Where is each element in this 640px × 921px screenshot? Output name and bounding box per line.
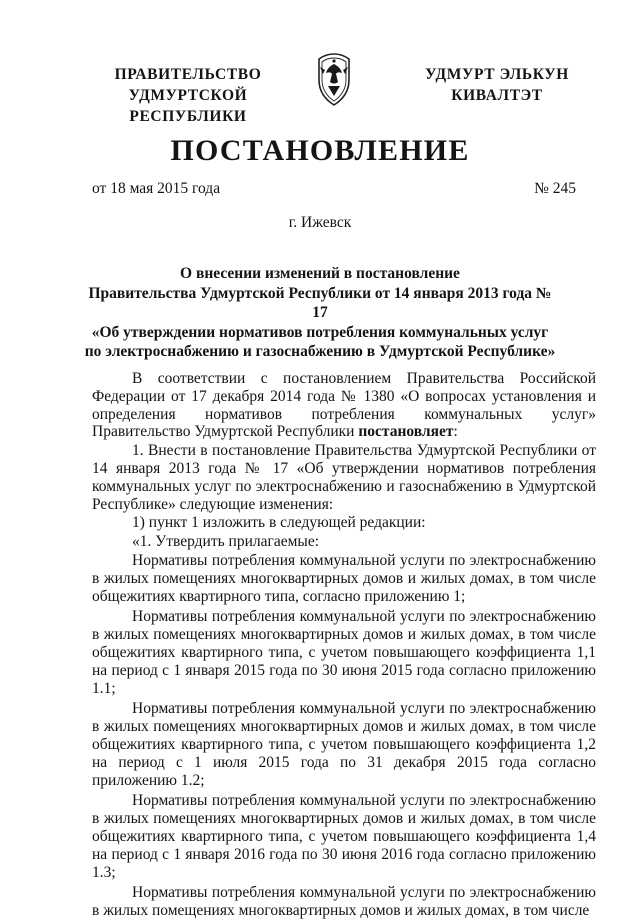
paragraph-item-1: 1. Внести в постановление Правительства Удмуртской Республики от 14 января 2013 года № 17 «Об утверждении нормативов потребления коммунальных услуг по электроснабжению и газоснабжению в Удмуртской Республике» следующие изменения: (92, 442, 596, 513)
paragraph-norm-1: Нормативы потребления коммунальной услуги по электроснабжению в жилых помещениях многоквартирных домов и жилых домах, в том числе общежитиях квартирного типа, согласно приложению 1; (92, 551, 596, 605)
subject-line-3: «Об утверждении нормативов потребления коммунальных услуг (91, 323, 549, 341)
subject-line-2: Правительства Удмуртской Республики от 14 января 2013 года № 17 (88, 284, 552, 321)
header-left (78, 64, 298, 127)
document-date: от 18 мая 2015 года (92, 180, 221, 197)
paragraph-norm-1-2: Нормативы потребления коммунальной услуги по электроснабжению в жилых помещениях многоквартирных домов и жилых домах, в том числе общежитиях квартирного типа, с учетом повышающего коэффициента 1,2 на период с 1 июля 2015 года по 31 декабря 2015 года согласно приложению 1.2; (92, 700, 596, 789)
paragraph-preamble (92, 370, 596, 441)
preamble-keyword: постановляет (358, 423, 454, 441)
header-left-line1: ПРАВИТЕЛЬСТВО (114, 66, 262, 83)
preamble-colon: : (453, 423, 458, 441)
header-right-line1: УДМУРТ ЭЛЬКУН (425, 66, 569, 83)
header-left-line2: УДМУРТСКОЙ РЕСПУБЛИКИ (128, 87, 248, 125)
header-right (402, 64, 592, 106)
paragraph-norm-1-1: Нормативы потребления коммунальной услуги по электроснабжению в жилых помещениях многоквартирных домов и жилых домах, в том числе общежитиях квартирного типа, с учетом повышающего коэффициента 1,1 на период с 1 января 2015 года по 30 июня 2015 года согласно приложению 1.1; (92, 608, 596, 697)
document-city: г. Ижевск (288, 214, 352, 231)
paragraph-norm-next: Нормативы потребления коммунальной услуги по электроснабжению в жилых помещениях многоквартирных домов и жилых домах, в том числе (92, 884, 596, 920)
coat-of-arms-icon (314, 52, 354, 108)
header-right-line2: КИВАЛТЭТ (451, 87, 543, 104)
document-subject (80, 264, 560, 362)
document-number: № 245 (534, 180, 576, 197)
subject-line-4: по электроснабжению и газоснабжению в Удмуртской Республике» (84, 343, 556, 360)
paragraph-approve: «1. Утвердить прилагаемые: (132, 533, 320, 551)
paragraph-subitem-1: 1) пункт 1 изложить в следующей редакции: (132, 514, 426, 532)
subject-line-1: О внесении изменений в постановление (180, 265, 460, 282)
document-body (92, 370, 596, 921)
paragraph-norm-1-3: Нормативы потребления коммунальной услуги по электроснабжению в жилых помещениях многоквартирных домов и жилых домах, в том числе общежитиях квартирного типа, с учетом повышающего коэффициента 1,4 на период с 1 января 2016 года по 30 июня 2016 года согласно приложению 1.3; (92, 792, 596, 881)
preamble-text: В соответствии с постановлением Правительства Российской Федерации от 17 декабря 2014 года № 1380 «О вопросах установления и определения нормативов потребления коммунальных услуг» Правительство Удмуртской Республики (92, 370, 596, 441)
document-title: ПОСТАНОВЛЕНИЕ (170, 134, 470, 167)
